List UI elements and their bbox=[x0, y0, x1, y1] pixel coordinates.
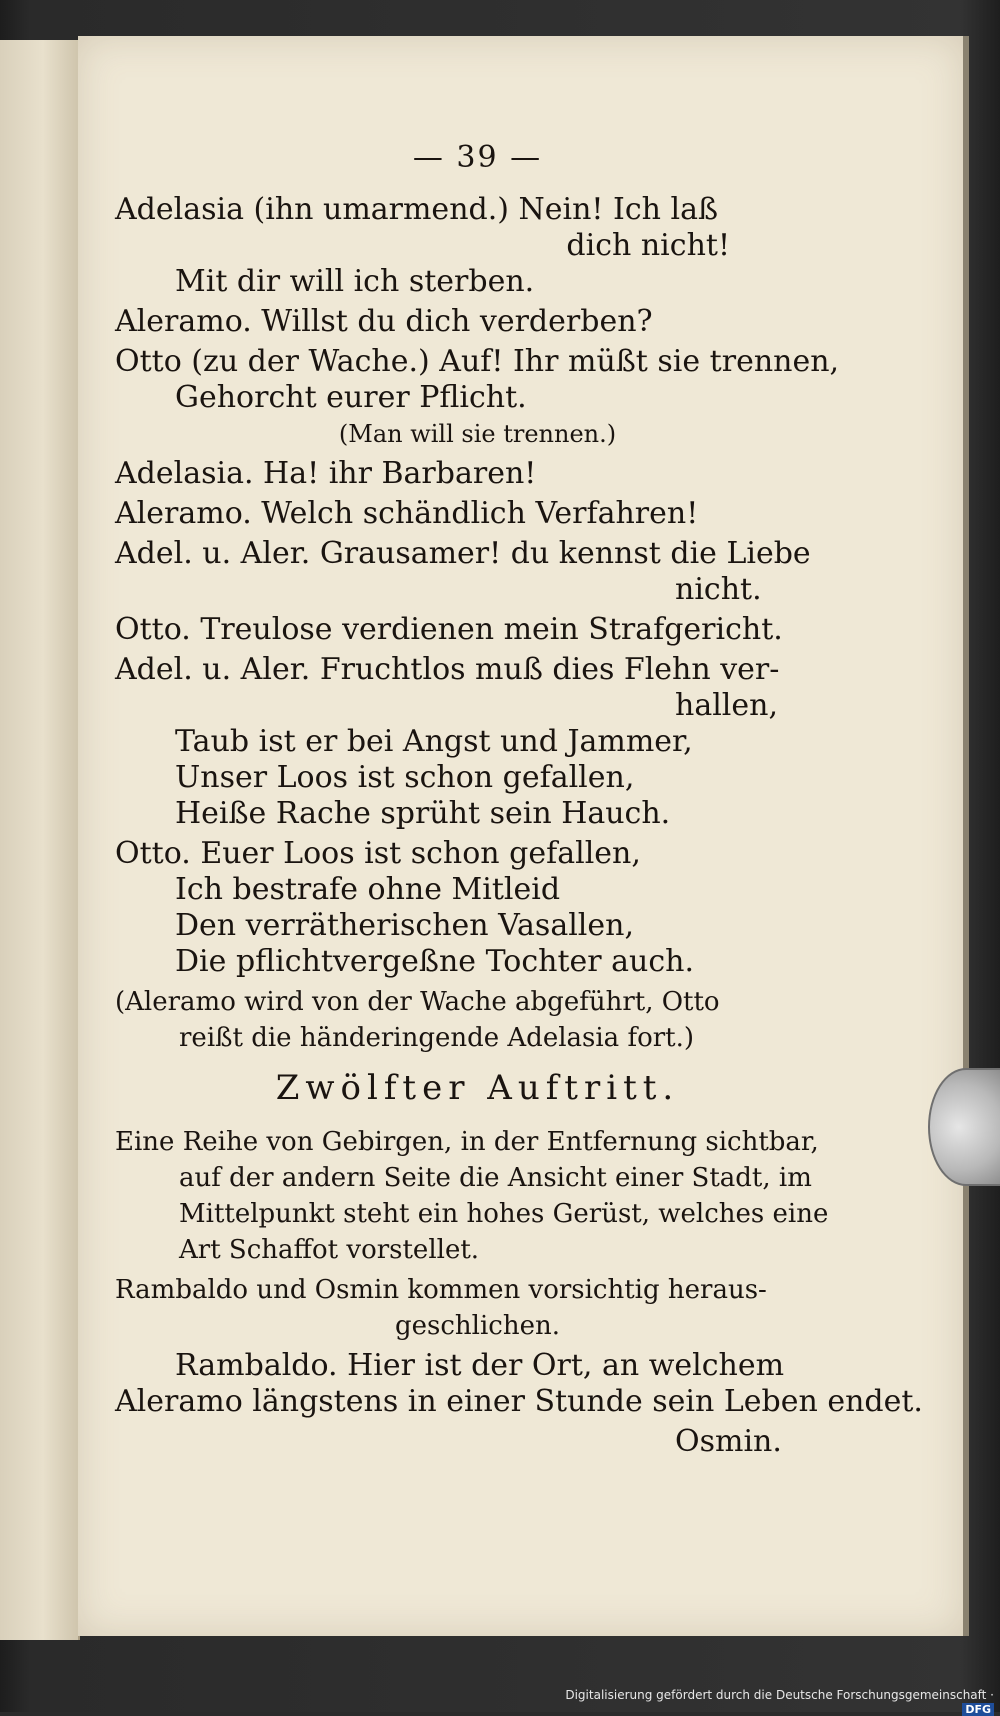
text-line: Unser Loos ist schon gefallen, bbox=[175, 760, 635, 795]
digitization-credit bbox=[560, 1688, 1000, 1716]
text-line: Mit dir will ich sterben. bbox=[175, 264, 535, 299]
speaker-name: Osmin. bbox=[675, 1424, 782, 1459]
scene-description: auf der andern Seite die Ansicht einer Stadt, im bbox=[179, 1163, 812, 1193]
text-line: Aleramo längstens in einer Stunde sein Leben endet. bbox=[115, 1384, 923, 1419]
stage-direction: Rambaldo und Osmin kommen vorsichtig heraus- bbox=[115, 1275, 767, 1305]
stage-direction: geschlichen. bbox=[394, 1311, 560, 1341]
stage-direction: (Man will sie trennen.) bbox=[338, 420, 617, 448]
page-text bbox=[115, 140, 923, 1460]
scene-heading: Zwölfter Auftritt. bbox=[275, 1068, 680, 1108]
text-line: hallen, bbox=[675, 688, 779, 723]
dfg-logo: DFG bbox=[962, 1703, 994, 1716]
text-line: Die pflichtvergeßne Tochter auch. bbox=[175, 944, 694, 979]
stage-direction: (Aleramo wird von der Wache abgeführt, Otto bbox=[115, 987, 720, 1017]
text-line: Ich bestrafe ohne Mitleid bbox=[175, 872, 561, 907]
scene-description: Art Schaffot vorstellet. bbox=[179, 1235, 480, 1265]
page-edge-shadow bbox=[963, 36, 969, 1636]
text-line: nicht. bbox=[675, 572, 762, 607]
text-line: Gehorcht eurer Pflicht. bbox=[175, 380, 527, 415]
scene-description: Mittelpunkt steht ein hohes Gerüst, welches eine bbox=[179, 1199, 829, 1229]
text-line: Adelasia. Ha! ihr Barbaren! bbox=[115, 456, 537, 491]
text-line: dich nicht! bbox=[566, 228, 730, 263]
stage-direction: reißt die händeringende Adelasia fort.) bbox=[179, 1023, 695, 1053]
page-clip bbox=[928, 1068, 1000, 1186]
text-line: Rambaldo. Hier ist der Ort, an welchem bbox=[175, 1348, 785, 1383]
text-line: Adel. u. Aler. Grausamer! du kennst die Liebe bbox=[115, 536, 811, 571]
page-number: — 39 — bbox=[412, 140, 543, 175]
text-line: Adelasia (ihn umarmend.) Nein! Ich laß bbox=[115, 192, 719, 227]
facing-page-edge bbox=[0, 40, 80, 1640]
text-line: Adel. u. Aler. Fruchtlos muß dies Flehn ver- bbox=[115, 652, 780, 687]
credit-text: Digitalisierung gefördert durch die Deutsche Forschungsgemeinschaft · bbox=[565, 1688, 994, 1702]
scene-description: Eine Reihe von Gebirgen, in der Entfernung sichtbar, bbox=[115, 1127, 819, 1157]
text-line: Otto. Euer Loos ist schon gefallen, bbox=[115, 836, 641, 871]
text-line: Aleramo. Welch schändlich Verfahren! bbox=[115, 496, 699, 531]
text-line: Otto. Treulose verdienen mein Strafgericht. bbox=[115, 612, 783, 647]
text-line: Den verrätherischen Vasallen, bbox=[175, 908, 635, 943]
text-line: Aleramo. Willst du dich verderben? bbox=[115, 304, 653, 339]
text-line: Otto (zu der Wache.) Auf! Ihr müßt sie trennen, bbox=[115, 344, 840, 379]
text-line: Heiße Rache sprüht sein Hauch. bbox=[175, 796, 671, 831]
text-line: Taub ist er bei Angst und Jammer, bbox=[175, 724, 693, 759]
